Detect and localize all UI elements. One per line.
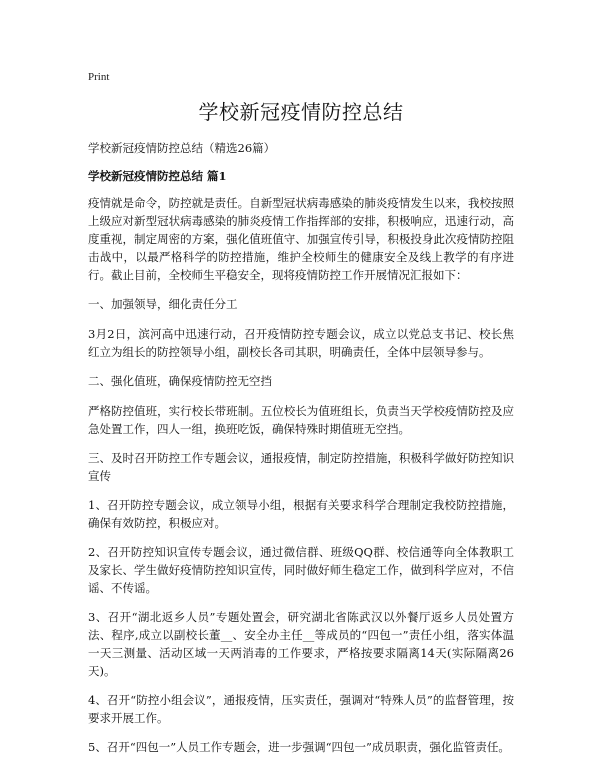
list-item-1: 1、召开防控专题会议，成立领导小组，根据有关要求科学合理制定我校防控措施，确保有效防控，积极应对。 [88, 498, 514, 530]
list-item-4: 4、召开“防控小组会议”，通报疫情，压实责任，强调对“特殊人员”的监督管理，按要求开展工作。 [88, 693, 514, 725]
section-heading: 学校新冠疫情防控总结 篇1 [88, 169, 227, 183]
subheading-1: 一、加强领导，细化责任分工 [88, 297, 238, 311]
document-title: 学校新冠疫情防控总结 [198, 100, 404, 124]
paragraph: 严格防控值班，实行校长带班制。五位校长为值班组长，负责当天学校疫情防控及应急处置工作，四人一组，换班吃饭，确保特殊时期值班无空挡。 [88, 404, 514, 436]
list-item-3: 3、召开“湖北返乡人员”专题处置会，研究湖北省陈武汉以外餐厅返乡人员处置方法、程序,成立以副校长董__、安全办主任__等成员的“四包一”责任小组，落实体温一天三测量、活动区域一天两消毒的工作要求，严格按要求隔离14天(实际隔离26天)。 [88, 610, 514, 678]
print-label: Print [88, 71, 110, 83]
subheading-2: 二、强化值班，确保疫情防控无空挡 [88, 374, 272, 388]
document-subtitle: 学校新冠疫情防控总结（精选26篇） [88, 141, 276, 155]
list-item-2: 2、召开防控知识宣传专题会议，通过微信群、班级QQ群、校信通等向全体教职工及家长、学生做好疫情防控知识宣传，同时做好师生稳定工作，做到科学应对，不信谣、不传谣。 [88, 545, 514, 595]
intro-paragraph: 疫情就是命令，防控就是责任。自新型冠状病毒感染的肺炎疫情发生以来，我校按照上级应对新型冠状病毒感染的肺炎疫情工作指挥部的安排，积极响应，迅速行动，高度重视，制定周密的方案，强化值班值守、加强宣传引导，积极投身此次疫情防控阻击战中，以最严格科学的防控措施，维护全校师生的健康安全及线上教学的有序进行。截止目前，全校师生平稳安全，现将疫情防控工作开展情况汇报如下： [88, 196, 514, 282]
subheading-3: 三、及时召开防控工作专题会议，通报疫情，制定防控措施，积极科学做好防控知识宣传 [88, 451, 514, 483]
paragraph: 3月2日，滨河高中迅速行动，召开疫情防控专题会议，成立以党总支书记、校长焦红立为组长的防控领导小组，副校长各司其职，明确责任，全体中层领导参与。 [88, 327, 514, 359]
list-item-5: 5、召开“四包一”人员工作专题会，进一步强调“四包一”成员职责，强化监管责任。 [88, 740, 510, 754]
